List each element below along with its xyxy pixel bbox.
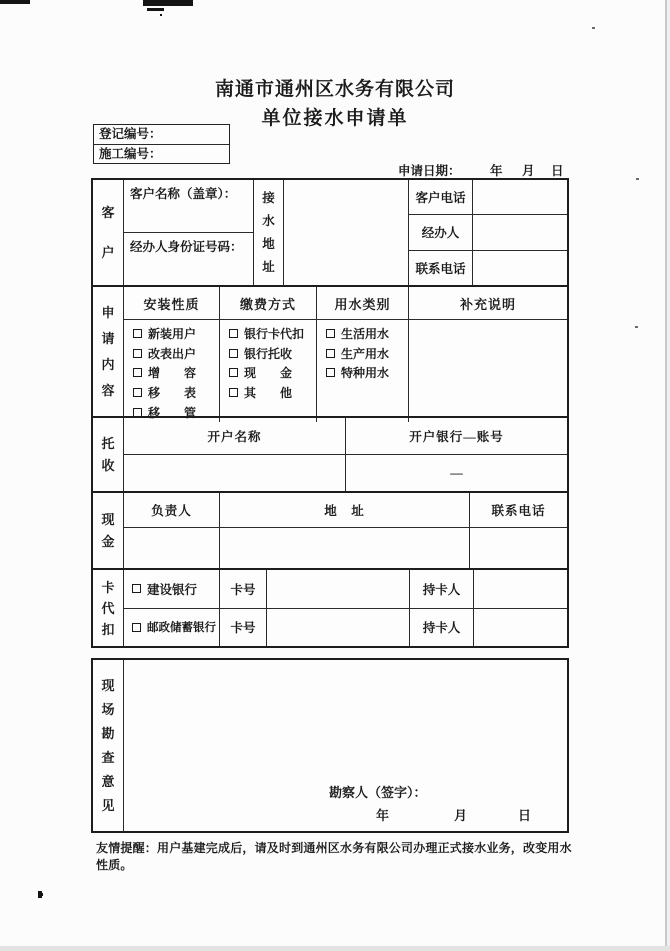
checkbox-icon (229, 329, 238, 338)
manager-header: 负责人 (124, 493, 220, 527)
card-deduction-label-cell (93, 570, 124, 646)
surveyor-signature-label: 勘察人（签字）： (329, 785, 427, 800)
customer-phone-value-cell (473, 180, 567, 214)
checkbox-icon (326, 349, 335, 358)
checkbox-icon (133, 329, 142, 338)
checkbox-icon (132, 623, 141, 632)
card-row (124, 608, 567, 647)
payment-options-list (220, 320, 317, 422)
date-year-label: 年 (490, 164, 503, 178)
customer-section (93, 180, 567, 285)
install-options-list (124, 320, 220, 422)
cash-address-header: 地 址 (220, 493, 470, 527)
bank-name: 邮政储蓄银行 (147, 622, 216, 635)
manager-value-cell (124, 528, 220, 568)
apply-date-line (398, 161, 564, 177)
option-label: 移 表 (148, 386, 197, 401)
option-label: 现 金 (244, 366, 293, 381)
bank-option-cell (124, 570, 220, 608)
survey-month-label: 月 (454, 808, 468, 823)
supplement-value-cell (409, 320, 567, 422)
application-section-label: 申请内容 (101, 304, 115, 398)
scan-speck (592, 27, 595, 29)
cash-address-value-cell (220, 528, 470, 568)
checkbox-icon (326, 329, 335, 338)
scan-speck (636, 178, 639, 180)
customer-section-label-cell (93, 180, 124, 285)
application-section-label-cell (93, 287, 124, 416)
option-label: 特种用水 (341, 366, 390, 381)
water-address-label: 接水地址 (262, 190, 275, 274)
option-label: 其 他 (244, 386, 293, 401)
cash-phone-header: 联系电话 (491, 504, 546, 518)
install-nature-header: 安装性质 (124, 287, 220, 319)
scan-speck (635, 326, 638, 328)
water-address-label-cell (254, 180, 284, 285)
checkbox-icon (133, 349, 142, 358)
checkbox-icon (133, 368, 142, 377)
handler-label: 经办人 (409, 214, 472, 249)
customer-section-label: 客户 (101, 204, 115, 260)
date-day-label: 日 (551, 164, 564, 178)
customer-phone-label: 客户电话 (415, 191, 466, 206)
bank-account-value-cell: — (450, 465, 463, 480)
checkbox-icon (229, 388, 238, 397)
scan-page-edge (0, 946, 670, 951)
option-label: 生活用水 (341, 327, 390, 342)
construction-no-row (94, 144, 229, 163)
survey-content-cell (124, 660, 567, 831)
bank-option-cell (124, 609, 220, 647)
application-section (93, 285, 567, 420)
card-deduction-section (93, 568, 567, 646)
water-options-list (317, 320, 409, 422)
checkbox-icon (229, 349, 238, 358)
customer-name-cell: 客户名称（盖章）： (130, 187, 237, 201)
apply-date-label: 申请日期： (398, 164, 461, 178)
option-label: 银行卡代扣 (244, 327, 305, 342)
supplement-header: 补充说明 (459, 296, 516, 312)
option-label: 移 管 (148, 405, 197, 420)
card-deduction-section-label: 卡代扣 (101, 579, 115, 637)
number-box (93, 124, 230, 164)
card-no-value-cell (267, 570, 410, 608)
option-label: 银行托收 (244, 346, 293, 361)
collection-section-label-cell (93, 418, 124, 491)
water-address-value-cell (284, 180, 409, 285)
cash-section-label: 现金 (101, 511, 115, 549)
checkbox-icon (229, 368, 238, 377)
holder-label: 持卡人 (410, 570, 474, 608)
account-name-value-cell (124, 455, 346, 491)
checkbox-icon (132, 584, 141, 593)
handler-id-cell: 经办人身份证号码： (124, 232, 253, 285)
card-no-label: 卡号 (220, 570, 267, 608)
handler-value-cell (473, 214, 567, 249)
option-label: 增 容 (148, 366, 197, 381)
contact-phone-value-cell (473, 250, 567, 285)
cash-phone-value-cell (470, 528, 567, 568)
cash-section-label-cell (93, 493, 124, 568)
account-name-header: 开户名称 (124, 418, 346, 454)
payment-method-header: 缴费方式 (220, 287, 317, 319)
survey-table (91, 658, 569, 833)
bank-name: 建设银行 (147, 582, 198, 597)
company-name: 南通市通州区水务有限公司 (214, 79, 455, 100)
survey-section-label: 现场勘查意见 (101, 677, 115, 813)
holder-value-cell (474, 609, 567, 647)
footer-note: 友情提醒：用户基建完成后，请及时到通州区水务有限公司办理正式接水业务，改变用水性质。 (96, 841, 572, 872)
holder-value-cell (474, 570, 567, 608)
form-title: 单位接水申请单 (261, 108, 409, 129)
collection-section (93, 416, 567, 491)
survey-day-label: 日 (518, 808, 532, 823)
card-no-label: 卡号 (220, 609, 267, 647)
scan-artifact (160, 14, 162, 16)
option-label: 新装用户 (148, 327, 197, 342)
checkbox-icon (326, 368, 335, 377)
card-row (124, 570, 567, 608)
registration-no-label: 登记编号： (99, 127, 162, 141)
main-form-table (91, 178, 569, 648)
survey-year-label: 年 (376, 808, 390, 823)
card-no-value-cell (267, 609, 410, 647)
checkbox-icon (133, 388, 142, 397)
scan-artifact (41, 893, 43, 896)
holder-label: 持卡人 (410, 609, 474, 647)
registration-no-row (94, 125, 229, 144)
construction-no-label: 施工编号： (99, 147, 162, 161)
date-month-label: 月 (522, 164, 535, 178)
option-label: 改表出户 (148, 346, 197, 361)
scan-artifact (143, 0, 193, 6)
bank-account-header: 开户银行—账号 (409, 430, 504, 444)
survey-section-label-cell (93, 660, 124, 831)
scan-artifact (147, 8, 164, 11)
water-category-header: 用水类别 (317, 287, 409, 319)
cash-section (93, 491, 567, 568)
collection-section-label: 托收 (101, 435, 115, 473)
option-label: 生产用水 (341, 346, 390, 361)
scan-artifact (0, 0, 30, 4)
contact-phone-label: 联系电话 (409, 250, 472, 285)
